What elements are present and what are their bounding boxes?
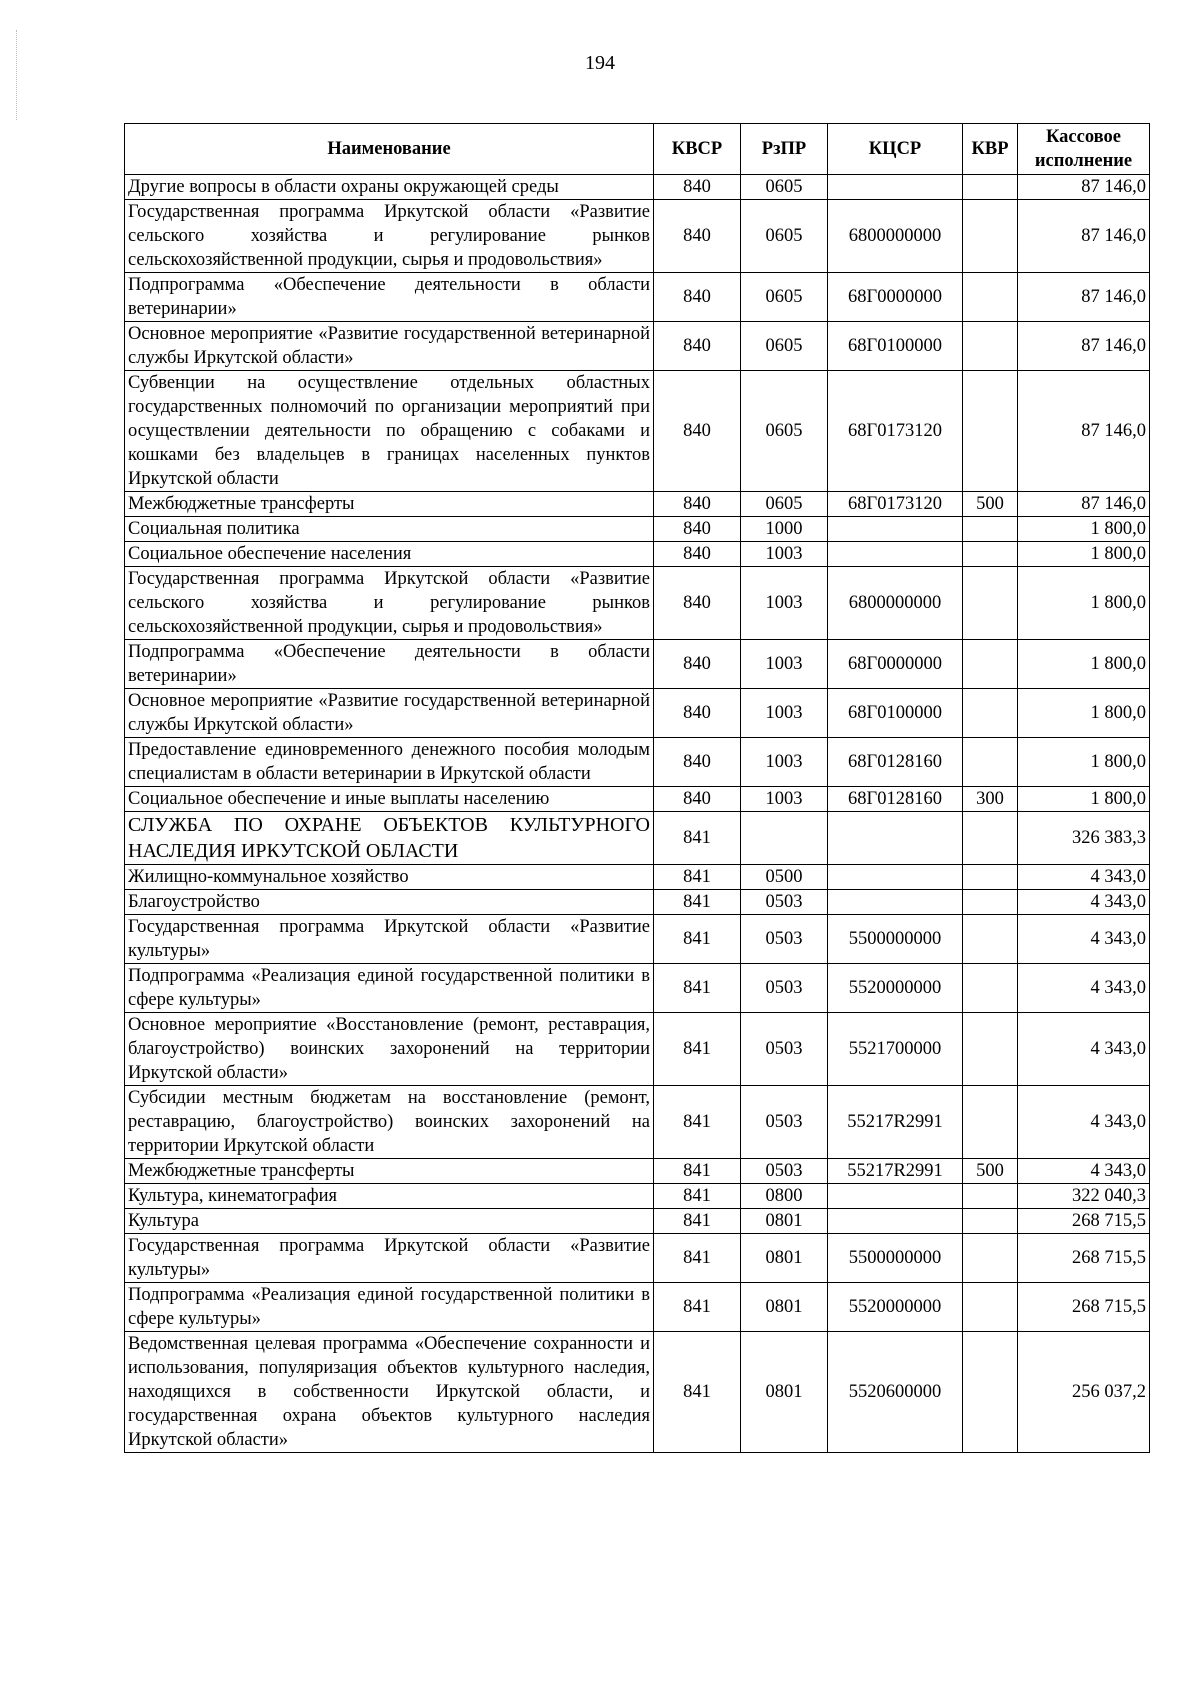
cell-rzpr: 0605	[741, 200, 828, 273]
header-rzpr: РзПР	[741, 124, 828, 175]
table-row	[125, 964, 1150, 1013]
cell-kcsr: 68Г0100000	[828, 322, 963, 371]
cell-kvr	[963, 517, 1018, 542]
cell-kvr	[963, 1086, 1018, 1159]
cell-kcsr: 68Г0128160	[828, 787, 963, 812]
cell-kvr	[963, 865, 1018, 890]
cell-name: Благоустройство	[125, 890, 654, 915]
table-row	[125, 689, 1150, 738]
cell-kvsr: 840	[654, 567, 741, 640]
cell-amount: 1 800,0	[1018, 640, 1150, 689]
cell-amount: 1 800,0	[1018, 738, 1150, 787]
cell-amount: 87 146,0	[1018, 273, 1150, 322]
cell-name: Ведомственная целевая программа «Обеспечение сохранности и использования, популяризация объектов культурного наследия, находящихся в собственности Иркутской области, и государственная охрана объектов культурного наследия Иркутской области»	[125, 1332, 654, 1453]
cell-kcsr: 5520000000	[828, 964, 963, 1013]
cell-kvr	[963, 371, 1018, 492]
cell-amount: 4 343,0	[1018, 1013, 1150, 1086]
cell-rzpr: 1003	[741, 738, 828, 787]
cell-name: Социальная политика	[125, 517, 654, 542]
cell-name: Подпрограмма «Обеспечение деятельности в области ветеринарии»	[125, 273, 654, 322]
cell-amount: 87 146,0	[1018, 175, 1150, 200]
cell-amount: 87 146,0	[1018, 322, 1150, 371]
cell-kcsr: 5520000000	[828, 1283, 963, 1332]
header-kcsr: КЦСР	[828, 124, 963, 175]
cell-kvsr: 840	[654, 542, 741, 567]
cell-rzpr: 0503	[741, 1159, 828, 1184]
cell-kvsr: 841	[654, 1184, 741, 1209]
cell-rzpr: 0500	[741, 865, 828, 890]
cell-amount: 1 800,0	[1018, 567, 1150, 640]
cell-name: Субсидии местным бюджетам на восстановление (ремонт, реставрацию, благоустройство) воинских захоронений на территории Иркутской области	[125, 1086, 654, 1159]
cell-rzpr: 0605	[741, 273, 828, 322]
cell-kcsr: 55217R2991	[828, 1086, 963, 1159]
cell-rzpr: 0503	[741, 1086, 828, 1159]
cell-kvsr: 841	[654, 1332, 741, 1453]
cell-kvr	[963, 1283, 1018, 1332]
table-row	[125, 1184, 1150, 1209]
cell-amount: 4 343,0	[1018, 1159, 1150, 1184]
cell-rzpr: 0605	[741, 322, 828, 371]
cell-kcsr: 68Г0000000	[828, 273, 963, 322]
cell-kvsr: 840	[654, 787, 741, 812]
table-row	[125, 1209, 1150, 1234]
cell-amount: 4 343,0	[1018, 1086, 1150, 1159]
cell-kvsr: 840	[654, 273, 741, 322]
cell-kcsr	[828, 1209, 963, 1234]
cell-rzpr: 0605	[741, 371, 828, 492]
cell-rzpr: 1003	[741, 567, 828, 640]
cell-kvr	[963, 175, 1018, 200]
cell-rzpr: 0605	[741, 492, 828, 517]
cell-amount: 326 383,3	[1018, 812, 1150, 865]
cell-kcsr	[828, 812, 963, 865]
cell-name: Подпрограмма «Реализация единой государственной политики в сфере культуры»	[125, 964, 654, 1013]
table-body	[125, 175, 1150, 1453]
cell-amount: 4 343,0	[1018, 865, 1150, 890]
cell-kvr: 500	[963, 1159, 1018, 1184]
table-row	[125, 371, 1150, 492]
cell-kcsr: 68Г0000000	[828, 640, 963, 689]
cell-name: Социальное обеспечение и иные выплаты населению	[125, 787, 654, 812]
table-row	[125, 1234, 1150, 1283]
cell-name: Государственная программа Иркутской области «Развитие культуры»	[125, 1234, 654, 1283]
cell-amount: 268 715,5	[1018, 1234, 1150, 1283]
cell-amount: 322 040,3	[1018, 1184, 1150, 1209]
cell-amount: 1 800,0	[1018, 787, 1150, 812]
cell-kvsr: 841	[654, 890, 741, 915]
cell-name: Подпрограмма «Обеспечение деятельности в области ветеринарии»	[125, 640, 654, 689]
cell-rzpr: 0503	[741, 964, 828, 1013]
cell-name: Предоставление единовременного денежного пособия молодым специалистам в области ветеринарии в Иркутской области	[125, 738, 654, 787]
cell-name: Субвенции на осуществление отдельных областных государственных полномочий по организации мероприятий при осуществлении деятельности по обращению с собаками и кошками без владельцев в границах населенных пунктов Иркутской области	[125, 371, 654, 492]
table-row	[125, 517, 1150, 542]
cell-amount: 1 800,0	[1018, 689, 1150, 738]
cell-name: Другие вопросы в области охраны окружающей среды	[125, 175, 654, 200]
cell-rzpr: 1000	[741, 517, 828, 542]
cell-amount: 268 715,5	[1018, 1209, 1150, 1234]
cell-kvr	[963, 567, 1018, 640]
cell-rzpr: 1003	[741, 689, 828, 738]
cell-kvr	[963, 1209, 1018, 1234]
cell-kvsr: 840	[654, 517, 741, 542]
table-row	[125, 200, 1150, 273]
header-kvsr: КВСР	[654, 124, 741, 175]
cell-kcsr	[828, 865, 963, 890]
table-row	[125, 175, 1150, 200]
cell-kvr	[963, 640, 1018, 689]
cell-rzpr: 1003	[741, 787, 828, 812]
page-number: 194	[585, 52, 615, 74]
cell-name: Культура, кинематография	[125, 1184, 654, 1209]
cell-kvsr: 840	[654, 738, 741, 787]
table-row	[125, 1283, 1150, 1332]
cell-kcsr: 55217R2991	[828, 1159, 963, 1184]
cell-kvr	[963, 273, 1018, 322]
cell-amount: 1 800,0	[1018, 542, 1150, 567]
cell-rzpr: 1003	[741, 542, 828, 567]
cell-rzpr: 0801	[741, 1283, 828, 1332]
table-row	[125, 890, 1150, 915]
cell-name: Межбюджетные трансферты	[125, 492, 654, 517]
cell-amount: 4 343,0	[1018, 915, 1150, 964]
cell-kvr: 300	[963, 787, 1018, 812]
cell-kvr	[963, 200, 1018, 273]
cell-amount: 87 146,0	[1018, 200, 1150, 273]
cell-amount: 256 037,2	[1018, 1332, 1150, 1453]
table-row	[125, 1332, 1150, 1453]
cell-rzpr: 1003	[741, 640, 828, 689]
cell-rzpr: 0801	[741, 1234, 828, 1283]
cell-kvsr: 841	[654, 1013, 741, 1086]
cell-kvr	[963, 1184, 1018, 1209]
cell-kvsr: 840	[654, 175, 741, 200]
cell-kvr	[963, 689, 1018, 738]
cell-kvsr: 841	[654, 1234, 741, 1283]
table-row	[125, 787, 1150, 812]
header-amount: Кассовое исполнение	[1018, 124, 1150, 175]
cell-name: Культура	[125, 1209, 654, 1234]
cell-amount: 268 715,5	[1018, 1283, 1150, 1332]
cell-kvsr: 840	[654, 371, 741, 492]
cell-rzpr: 0801	[741, 1332, 828, 1453]
table-row	[125, 738, 1150, 787]
cell-kvr	[963, 738, 1018, 787]
table-row	[125, 492, 1150, 517]
table-row	[125, 322, 1150, 371]
table-row	[125, 1086, 1150, 1159]
cell-rzpr	[741, 812, 828, 865]
table-row	[125, 1013, 1150, 1086]
cell-kvr	[963, 890, 1018, 915]
cell-rzpr: 0503	[741, 890, 828, 915]
cell-name: Государственная программа Иркутской области «Развитие культуры»	[125, 915, 654, 964]
table-row	[125, 865, 1150, 890]
cell-kvr	[963, 915, 1018, 964]
cell-kvsr: 841	[654, 1209, 741, 1234]
cell-kvr	[963, 1013, 1018, 1086]
table-row	[125, 1159, 1150, 1184]
cell-rzpr: 0605	[741, 175, 828, 200]
cell-kcsr	[828, 175, 963, 200]
cell-kcsr: 68Г0128160	[828, 738, 963, 787]
cell-name: Государственная программа Иркутской области «Развитие сельского хозяйства и регулирование рынков сельскохозяйственной продукции, сырья и продовольствия»	[125, 567, 654, 640]
cell-name: Межбюджетные трансферты	[125, 1159, 654, 1184]
cell-kvsr: 840	[654, 322, 741, 371]
cell-kcsr: 68Г0100000	[828, 689, 963, 738]
cell-kvr	[963, 812, 1018, 865]
cell-kcsr	[828, 517, 963, 542]
cell-kcsr: 5520600000	[828, 1332, 963, 1453]
cell-name: Основное мероприятие «Восстановление (ремонт, реставрация, благоустройство) воинских захоронений на территории Иркутской области»	[125, 1013, 654, 1086]
cell-name: Основное мероприятие «Развитие государственной ветеринарной службы Иркутской области»	[125, 689, 654, 738]
cell-kvsr: 841	[654, 1159, 741, 1184]
header-name: Наименование	[125, 124, 654, 175]
cell-kcsr	[828, 890, 963, 915]
cell-kvsr: 841	[654, 915, 741, 964]
header-kvr: КВР	[963, 124, 1018, 175]
cell-kvsr: 840	[654, 200, 741, 273]
cell-amount: 4 343,0	[1018, 964, 1150, 1013]
cell-kvsr: 840	[654, 640, 741, 689]
table-row	[125, 567, 1150, 640]
header-row	[125, 124, 1150, 175]
cell-name: Жилищно-коммунальное хозяйство	[125, 865, 654, 890]
cell-kcsr: 6800000000	[828, 567, 963, 640]
cell-name: Основное мероприятие «Развитие государственной ветеринарной службы Иркутской области»	[125, 322, 654, 371]
cell-kvr	[963, 1332, 1018, 1453]
cell-kvsr: 841	[654, 1283, 741, 1332]
cell-kcsr: 5521700000	[828, 1013, 963, 1086]
cell-kcsr: 6800000000	[828, 200, 963, 273]
cell-kvr	[963, 322, 1018, 371]
cell-name: Подпрограмма «Реализация единой государственной политики в сфере культуры»	[125, 1283, 654, 1332]
cell-kcsr: 68Г0173120	[828, 492, 963, 517]
cell-kvsr: 841	[654, 1086, 741, 1159]
table-row	[125, 915, 1150, 964]
cell-kvr	[963, 964, 1018, 1013]
cell-kvr: 500	[963, 492, 1018, 517]
cell-rzpr: 0800	[741, 1184, 828, 1209]
cell-kvsr: 841	[654, 865, 741, 890]
cell-kvsr: 841	[654, 964, 741, 1013]
cell-kcsr	[828, 1184, 963, 1209]
cell-kvsr: 840	[654, 492, 741, 517]
table-row	[125, 273, 1150, 322]
cell-amount: 4 343,0	[1018, 890, 1150, 915]
scan-edge-marks	[16, 30, 23, 120]
cell-kcsr: 5500000000	[828, 1234, 963, 1283]
cell-kvsr: 841	[654, 812, 741, 865]
budget-execution-table	[124, 123, 1150, 1453]
cell-amount: 1 800,0	[1018, 517, 1150, 542]
cell-name: Социальное обеспечение населения	[125, 542, 654, 567]
table-row	[125, 812, 1150, 865]
cell-name: Государственная программа Иркутской области «Развитие сельского хозяйства и регулирование рынков сельскохозяйственной продукции, сырья и продовольствия»	[125, 200, 654, 273]
cell-kcsr: 68Г0173120	[828, 371, 963, 492]
cell-kvr	[963, 542, 1018, 567]
cell-name: СЛУЖБА ПО ОХРАНЕ ОБЪЕКТОВ КУЛЬТУРНОГО НАСЛЕДИЯ ИРКУТСКОЙ ОБЛАСТИ	[125, 812, 654, 865]
cell-kvsr: 840	[654, 689, 741, 738]
cell-rzpr: 0503	[741, 915, 828, 964]
cell-kcsr: 5500000000	[828, 915, 963, 964]
cell-kcsr	[828, 542, 963, 567]
cell-rzpr: 0503	[741, 1013, 828, 1086]
cell-kvr	[963, 1234, 1018, 1283]
table-header	[125, 124, 1150, 175]
cell-rzpr: 0801	[741, 1209, 828, 1234]
table-row	[125, 542, 1150, 567]
cell-amount: 87 146,0	[1018, 371, 1150, 492]
table-row	[125, 640, 1150, 689]
cell-amount: 87 146,0	[1018, 492, 1150, 517]
